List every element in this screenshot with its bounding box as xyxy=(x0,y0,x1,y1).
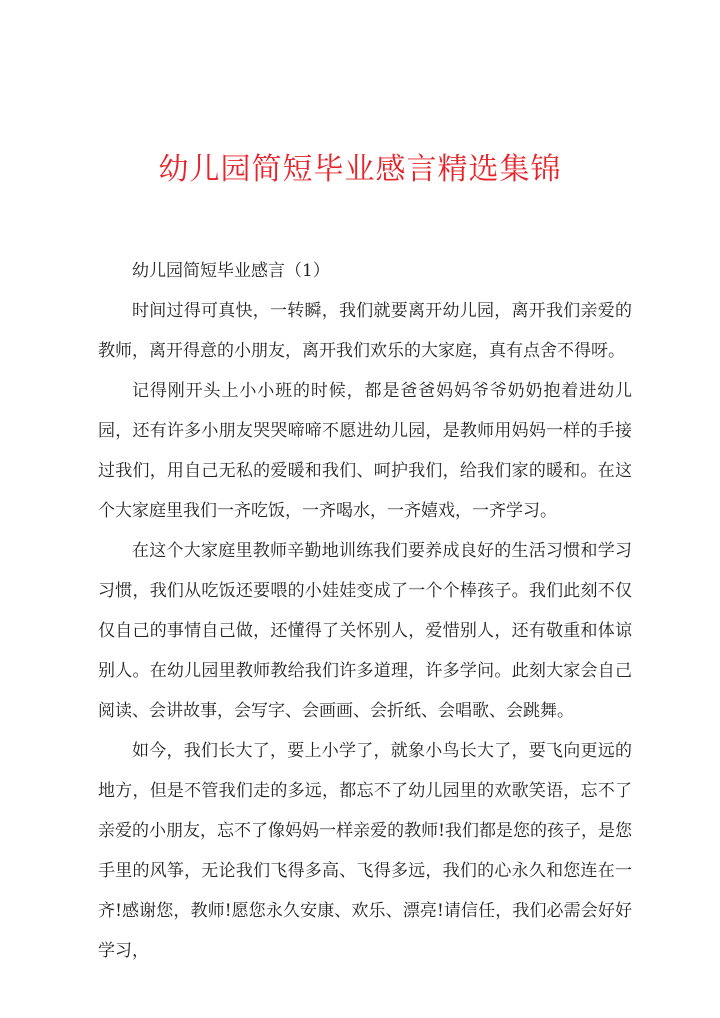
paragraph-1: 时间过得可真快，一转瞬，我们就要离开幼儿园，离开我们亲爱的教师，离开得意的小朋友，离开我们欢乐的大家庭，真有点舍不得呀。 xyxy=(98,301,632,361)
paragraph-4: 如今，我们长大了，要上小学了，就象小鸟长大了，要飞向更远的地方，但是不管我们走的多远，都忘不了幼儿园里的欢歌笑语，忘不了亲爱的小朋友，忘不了像妈妈一样亲爱的教师!我们都是您的孩子，是您手里的风筝，无论我们飞得多高、飞得多远，我们的心永久和您连在一齐!感谢您，教师!愿您永久安康、欢乐、漂亮!请信任，我们必需会好好学习， xyxy=(98,741,632,961)
document-title: 幼儿园简短毕业感言精选集锦 xyxy=(158,152,562,187)
section-heading: 幼儿园简短毕业感言（1） xyxy=(132,261,330,281)
paragraph-3: 在这个大家庭里教师辛勤地训练我们要养成良好的生活习惯和学习习惯，我们从吃饭还要喂的小娃娃变成了一个个棒孩子。我们此刻不仅仅自己的事情自己做，还懂得了关怀别人，爱惜别人，还有敬重和体谅别人。在幼儿园里教师教给我们许多道理，许多学问。此刻大家会自己阅读、会讲故事，会写字、会画画、会折纸、会唱歌、会跳舞。 xyxy=(98,541,632,721)
paragraph-2: 记得刚开头上小小班的时候，都是爸爸妈妈爷爷奶奶抱着进幼儿园，还有许多小朋友哭哭啼啼不愿进幼儿园，是教师用妈妈一样的手接过我们，用自己无私的爱暖和我们、呵护我们，给我们家的暖和。在这个大家庭里我们一齐吃饭，一齐喝水，一齐嬉戏，一齐学习。 xyxy=(98,381,632,521)
document-body xyxy=(98,251,632,971)
